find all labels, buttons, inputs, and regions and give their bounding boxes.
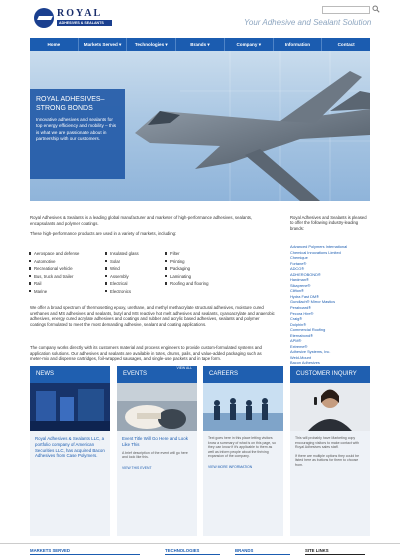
search-input[interactable] (322, 6, 370, 14)
logo-mark-icon (34, 8, 54, 28)
brand-link[interactable]: Chemical Innovations Limited (290, 249, 341, 255)
brand-link[interactable]: APM® (290, 338, 302, 344)
news-card-body (30, 431, 110, 464)
events-card-header (117, 366, 197, 383)
footer-divider (305, 554, 365, 555)
search-icon[interactable] (372, 5, 380, 13)
market-item: Printing (170, 258, 185, 264)
careers-text: Text goes here in this place letting visitors know a summary of what is on this page, so they can know if it's applicable to them as well as inform people about the thriving expansion of the company. (208, 436, 276, 459)
brand-link[interactable]: Commercial Roofing (290, 327, 326, 333)
careers-image-graphic (203, 383, 283, 431)
footer-brands[interactable]: BRANDS (235, 548, 254, 553)
market-item: Filter (170, 251, 180, 256)
hero-text: Innovative adhesives and sealants for top energy efficiency and mobility – this is what we are passionate about in partnership with our customers. (36, 117, 117, 142)
brand-link[interactable]: Advanced Polymers International (290, 244, 348, 249)
footer-divider (235, 554, 290, 555)
event-title[interactable]: Event Title Will Go Here and Look Like This (122, 436, 188, 447)
brand-link[interactable]: Peraboard® (290, 305, 312, 311)
events-card-title: EVENTS (123, 371, 148, 377)
events-image (117, 383, 197, 431)
logo-name: ROYAL (57, 8, 103, 19)
logo-subtitle: ADHESIVES & SEALANTS (57, 20, 112, 26)
logo[interactable] (34, 8, 114, 30)
market-item: Bus, truck and trailer (34, 273, 74, 279)
chevron-down-icon: ▾ (258, 42, 261, 47)
market-item: Rail (34, 281, 42, 286)
event-description: A brief description of the event will go here and look like this. (122, 450, 188, 460)
news-card (30, 366, 110, 536)
market-item: Recreational vehicle (34, 266, 73, 271)
market-item: Solar (110, 258, 121, 264)
intro-text (30, 215, 275, 241)
footer-site-links[interactable]: SITE LINKS (305, 548, 329, 553)
nav-information[interactable]: Information (274, 38, 323, 51)
market-item: Aerospace and defense (34, 251, 80, 256)
nav-company-label: Company (236, 42, 258, 47)
brand-link[interactable]: Hydra Fast DM® (290, 293, 320, 299)
chevron-down-icon: ▾ (165, 42, 168, 47)
header (0, 0, 400, 38)
hero-title (36, 95, 126, 113)
customer-inquiry-body (290, 431, 370, 473)
nav-brands-label: Brands (190, 42, 207, 47)
careers-card (203, 366, 283, 536)
hero-title-line2: STRONG BONDS (36, 105, 93, 112)
market-item: Automotive (34, 258, 56, 264)
brand-link[interactable]: Fortane® (290, 260, 307, 266)
events-image-graphic (117, 383, 197, 431)
brand-link[interactable]: Gundlach® Mirror Mastics (290, 299, 336, 305)
market-item: Electronics (110, 288, 132, 294)
brand-link[interactable]: ADHEROBOND® (290, 271, 321, 277)
brand-link[interactable]: Adhesive Systems, Inc. (290, 349, 331, 355)
market-item: Assembly (110, 273, 129, 279)
intro-paragraph-2: These high-performance products are used in a variety of markets, including: (30, 230, 177, 236)
market-item: Electrical (110, 281, 128, 286)
nav-company[interactable] (225, 38, 274, 51)
market-item: Wind (110, 266, 120, 271)
solutions-paragraph: The company works directly with its customers material and process engineers to provide custom-formulated systems and application solutions. Our adhesives and sealants are available in totes, drums, pails, and value-added packaging such as meter-mix and dispense cartridges, foil-wrapped sausages, and single-use packets and in tape form. (30, 345, 262, 362)
nav-markets-served[interactable] (79, 38, 128, 51)
brand-link[interactable]: Dolphin® (290, 321, 307, 327)
customer-inquiry-graphic (290, 383, 370, 431)
market-item: Laminating (170, 273, 192, 279)
main-nav (30, 38, 370, 51)
careers-card-body (203, 431, 283, 474)
nav-contact[interactable]: Contact (337, 42, 355, 47)
hero-panel (30, 89, 125, 179)
nav-technologies[interactable] (127, 38, 176, 51)
brand-link[interactable]: Weld-Mount (290, 354, 311, 360)
hero-banner (30, 51, 370, 201)
footer-divider (30, 554, 140, 555)
brand-link[interactable]: Sikaprene® (290, 282, 311, 288)
products-paragraph: We offer a broad spectrum of thermosetting epoxy, urethane, and methyl methacrylate structural adhesives, moisture cured urethanes and MS adhesives and sealants, butyl and MS reactive hot melt adhesives and sealants, cyanoacrylate and anaerobic adhesives, energy cured acrylate adhesives and coatings and rubber and acrylic based adhesives, sealants and polymer coatings formulated to meet the most demanding adhesive, sealant and coating applications. (30, 305, 275, 327)
brand-link[interactable]: Clifton® (290, 288, 304, 294)
hero-title-line1: ROYAL ADHESIVES– (36, 96, 105, 103)
footer-divider (165, 554, 220, 555)
customer-inquiry-image (290, 383, 370, 431)
brands-intro: Royal Adhesives and Sealants is pleased to offer the following industry-leading brands: (290, 215, 367, 231)
intro-paragraph-1: Royal Adhesives & Sealants is a leading global manufacturer and marketer of high-performance adhesives, sealants, encapsulants and polymer coatings. (30, 215, 253, 226)
brand-link[interactable]: Hardman® (290, 277, 309, 283)
careers-card-title: CAREERS (203, 366, 283, 383)
brand-link[interactable]: Pecora Hire® (290, 310, 314, 316)
market-item: Marine (34, 288, 48, 294)
brand-link[interactable]: Craig® (290, 316, 303, 322)
news-image (30, 383, 110, 431)
chevron-down-icon: ▾ (119, 42, 122, 47)
brand-link[interactable]: ADCO® (290, 266, 305, 272)
news-text[interactable]: Royal Adhesives & Sealants LLC, a portfolio company of American Securities LLC, has acquired Bacon Adhesives from Case Polymers. (35, 436, 105, 459)
market-item: Packaging (170, 266, 191, 271)
news-card-title: NEWS (30, 366, 110, 383)
markets-list (34, 251, 234, 303)
nav-technologies-label: Technologies (134, 42, 165, 47)
footer-technologies[interactable]: TECHNOLOGIES (165, 548, 200, 553)
inquiry-text-1: This will probably have Marketing copy encouraging visitors to make contact with Royal Adhesives sales staff. (295, 436, 360, 450)
nav-home[interactable]: Home (30, 38, 79, 51)
events-card-body (117, 431, 197, 475)
brand-link[interactable]: Bacon Adhesives (290, 360, 320, 366)
view-event-link[interactable]: VIEW THIS EVENT (122, 465, 152, 470)
market-item: Insulated glass (110, 251, 139, 256)
brand-list (290, 244, 370, 366)
chevron-down-icon: ▾ (207, 42, 210, 47)
market-item: Roofing and flooring (170, 281, 209, 286)
customer-inquiry-card (290, 366, 370, 536)
news-image-graphic (30, 383, 110, 431)
view-more-information-link[interactable]: VIEW MORE INFORMATION (208, 464, 253, 469)
inquiry-text-2: If there are multiple options they could be listed here as buttons for them to choose from. (295, 453, 360, 467)
footer-markets-served[interactable]: MARKETS SERVED (30, 548, 71, 553)
tagline: Your Adhesive and Sealant Solution (244, 18, 372, 27)
view-all-link[interactable]: VIEW ALL (176, 366, 192, 370)
brand-link[interactable]: Extreme® (290, 343, 308, 349)
nav-brands[interactable] (176, 38, 225, 51)
customer-inquiry-title: CUSTOMER INQUIRY (290, 366, 370, 383)
brand-link[interactable]: Chemique (290, 255, 308, 261)
brand-link[interactable]: Eternabond® (290, 332, 313, 338)
footer (0, 543, 400, 557)
events-card (117, 366, 197, 536)
nav-markets-label: Markets Served (83, 42, 118, 47)
careers-image (203, 383, 283, 431)
